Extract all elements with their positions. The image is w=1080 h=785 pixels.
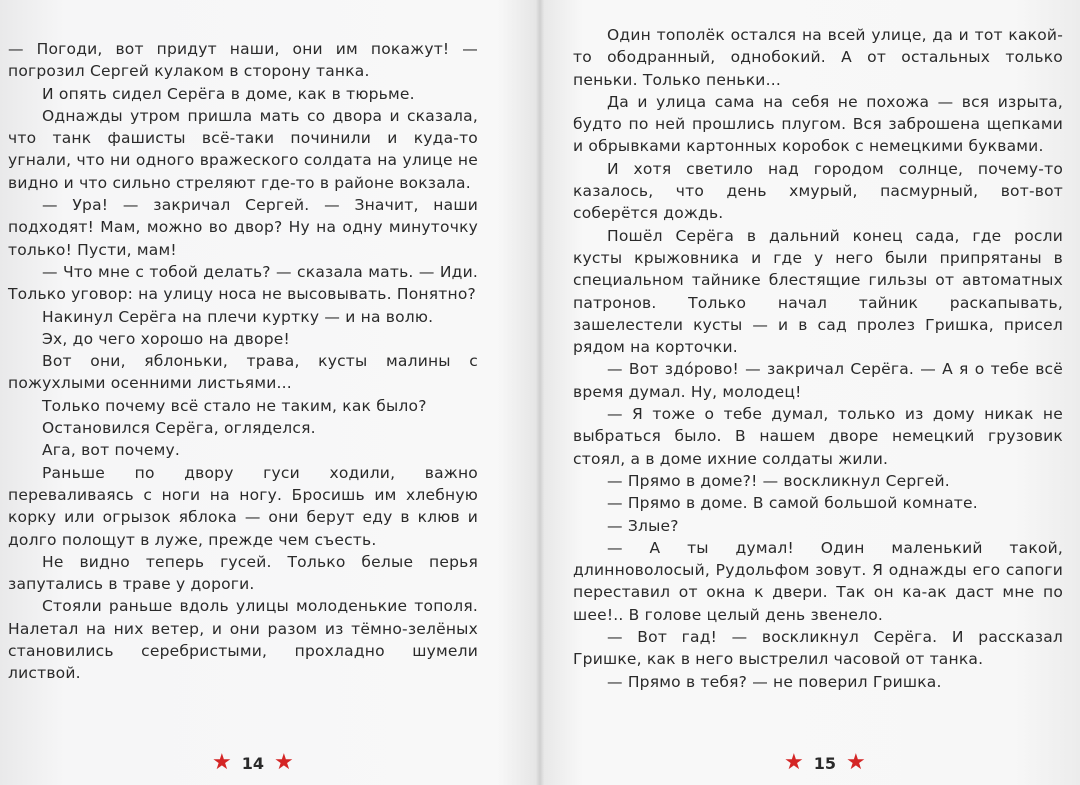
paragraph: Стояли раньше вдоль улицы молоденькие тополя. Налетал на них ветер, и они разом из тёмно-зелёных становились серебристыми, прохладно шумели листвой. [8,597,478,683]
paragraph: — Прямо в тебя? — не поверил Гришка. [607,672,942,691]
page-number-footer [212,752,294,774]
paragraph: Однажды утром пришла мать со двора и сказала, что танк фашисты всё-таки починили и куда-то угнали, что ни одного вражеского солдата на улице не видно и что сильно стреляют где-то в районе вокзала. [8,106,478,192]
paragraph: Раньше по двору гуси ходили, важно переваливаясь с ноги на ногу. Бросишь им хлебную корку или огрызок яблока — они берут еду в клюв и долго полощут в луже, прежде чем съесть. [8,463,478,549]
paragraph: И хотя светило над городом солнце, почему-то казалось, что день хмурый, пасмурный, вот-вот соберётся дождь. [573,159,1063,223]
paragraph: — Погоди, вот придут наши, они им покажут! — погрозил Сергей кулаком в сторону танка. [8,40,478,81]
paragraph: Вот они, яблоньки, трава, кусты малины с пожухлыми осенними листьями... [8,352,478,393]
paragraph: — Злые? [607,516,679,535]
paragraph: И опять сидел Серёга в доме, как в тюрьме. [42,84,415,103]
star-icon: ★ [784,750,804,775]
paragraph: — Я тоже о тебе думал, только из дому никак не выбраться было. В нашем дворе немецкий грузовик стоял, а в доме ихние солдаты жили. [573,405,1063,468]
right-page-text [573,24,1063,693]
paragraph: — Прямо в доме?! — воскликнул Сергей. [607,471,950,490]
paragraph: Только почему всё стало не таким, как было? [42,396,427,415]
star-icon: ★ [846,750,866,775]
paragraph: — Вот гад! — воскликнул Серёга. И рассказал Гришке, как в него выстрелил часовой от танка. [573,628,1063,669]
right-page [540,0,1080,785]
paragraph: Да и улица сама на себя не похожа — вся изрыта, будто по ней прошлись плугом. Вся заброшена щепками и обрывками картонных коробок с немецкими буквами. [573,92,1063,156]
star-icon: ★ [274,750,294,775]
paragraph: Эх, до чего хорошо на дворе! [42,329,290,348]
paragraph: Не видно теперь гусей. Только белые перья запутались в траве у дороги. [8,552,478,594]
page-number: 14 [241,753,264,773]
left-page-text [8,38,478,685]
page-number: 15 [813,753,836,773]
paragraph: — Прямо в доме. В самой большой комнате. [607,494,978,513]
paragraph: Пошёл Серёга в дальний конец сада, где росли кусты крыжовника и где у него были припрятаны в специальном тайнике блестящие гильзы от автоматных патронов. Только начал тайник раскапывать, зашелестели кусты — и в сад пролез Гришка, присел рядом на корточки. [573,226,1063,357]
paragraph: — Ура! — закричал Сергей. — Значит, наши подходят! Мам, можно во двор? Ну на одну минуточку только! Пусти, мам! [8,196,478,259]
paragraph: Один тополёк остался на всей улице, да и тот какой-то ободранный, однобокий. А от остальных только пеньки. Только пеньки... [573,26,1063,89]
paragraph: Накинул Серёга на плечи куртку — и на волю. [42,307,434,326]
paragraph: — Вот здо́рово! — закричал Серёга. — А я о тебе всё время думал. Ну, молодец! [573,360,1063,401]
paragraph: Ага, вот почему. [42,441,180,460]
paragraph: Остановился Серёга, огляделся. [42,419,316,438]
page-number-footer [784,752,866,774]
paragraph: — Что мне с тобой делать? — сказала мать. — Иди. Только уговор: на улицу носа не высовывать. Понятно? [8,262,478,304]
paragraph: — А ты думал! Один маленький такой, длинноволосый, Рудольфом зовут. Я однажды его сапоги переставил от окна к двери. Так он ка-ак даст мне по шее!.. В голове целый день звенело. [573,538,1063,624]
star-icon: ★ [212,750,232,775]
